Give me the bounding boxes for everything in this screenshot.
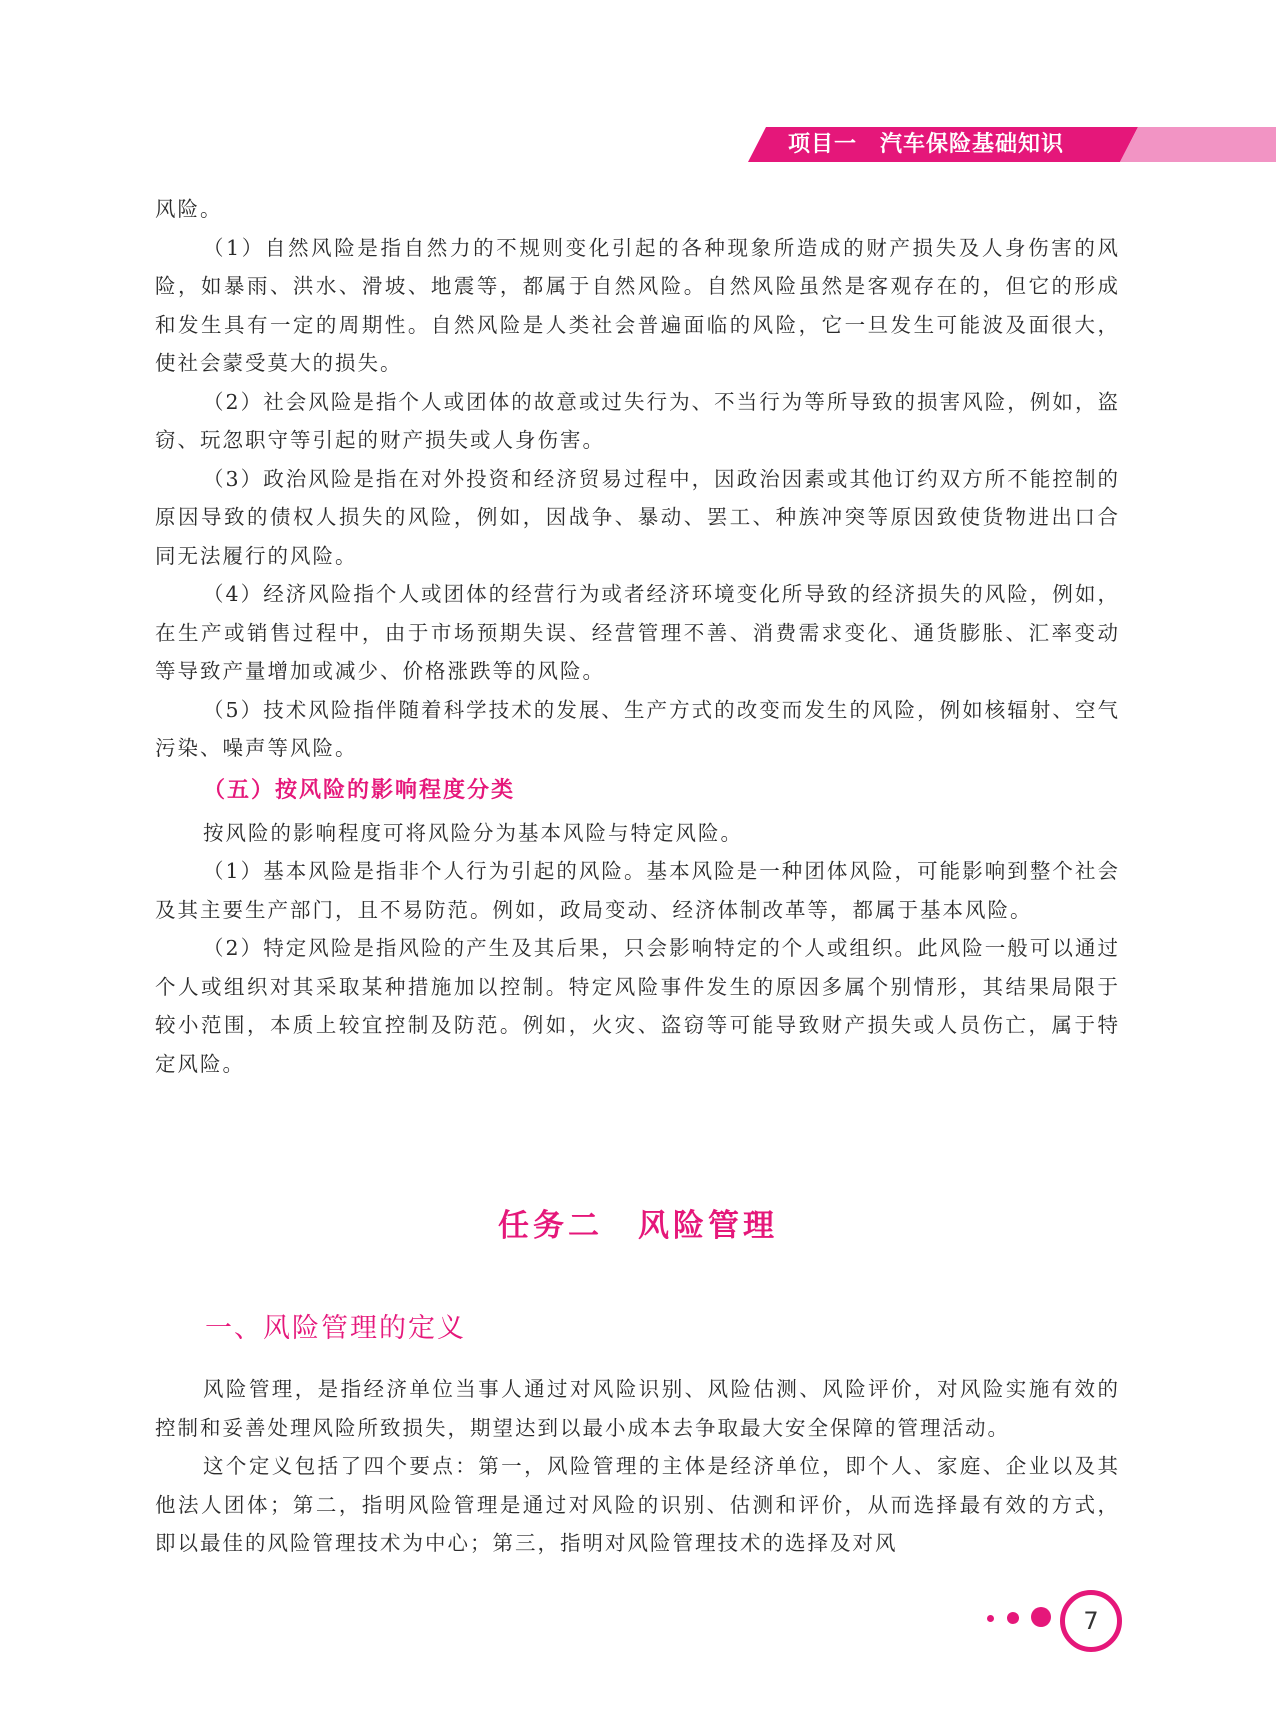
page-number: 7	[1060, 1590, 1122, 1652]
item-technical-risk: （5）技术风险指伴随着科学技术的发展、生产方式的改变而发生的风险，例如核辐射、空气污染、噪声等风险。	[155, 697, 1120, 760]
task-title: 任务二 风险管理	[498, 1208, 778, 1244]
decor-dot-small	[987, 1615, 994, 1622]
header-tail-band	[1120, 127, 1276, 162]
item-basic-risk: （1）基本风险是指非个人行为引起的风险。基本风险是一种团体风险，可能影响到整个社会及其主要生产部门，且不易防范。例如，政局变动、经济体制改革等，都属于基本风险。	[155, 859, 1120, 922]
decor-dot-medium	[1007, 1612, 1019, 1624]
item-specific-risk: （2）特定风险是指风险的产生及其后果，只会影响特定的个人或组织。此风险一般可以通过个人或组织对其采取某种措施加以控制。特定风险事件发生的原因多属个别情形，其结果局限于较小范围，本质上较宜控制及防范。例如，火灾、盗窃等可能导致财产损失或人员伤亡，属于特定风险。	[155, 936, 1120, 1076]
section-heading: 一、风险管理的定义	[205, 1313, 466, 1344]
item-natural-risk: （1）自然风险是指自然力的不规则变化引起的各种现象所造成的财产损失及人身伤害的风险，如暴雨、洪水、滑坡、地震等，都属于自然风险。自然风险虽然是客观存在的，但它的形成和发生具有一定的周期性。自然风险是人类社会普遍面临的风险，它一旦发生可能波及面很大，使社会蒙受莫大的损失。	[155, 235, 1120, 375]
header-title: 项目一 汽车保险基础知识	[788, 132, 1065, 157]
page-number-badge	[985, 1588, 1125, 1658]
key-points-paragraph: 这个定义包括了四个要点：第一，风险管理的主体是经济单位，即个人、家庭、企业以及其他法人团体；第二，指明风险管理是通过对风险的识别、估测和评价，从而选择最有效的方式，即以最佳的风险管理技术为中心；第三，指明对风险管理技术的选择及对风	[155, 1454, 1120, 1555]
item-social-risk: （2）社会风险是指个人或团体的故意或过失行为、不当行为等所导致的损害风险，例如，盗窃、玩忽职守等引起的财产损失或人身伤害。	[155, 389, 1120, 452]
subsection-intro: 按风险的影响程度可将风险分为基本风险与特定风险。	[203, 820, 743, 845]
continued-paragraph: 风险。	[155, 197, 223, 221]
body-text-top	[155, 190, 1120, 1083]
subsection-heading: （五）按风险的影响程度分类	[203, 776, 516, 803]
running-header	[748, 127, 1276, 162]
decor-dot-large	[1031, 1607, 1051, 1627]
body-text-bottom	[155, 1370, 1120, 1563]
item-economic-risk: （4）经济风险指个人或团体的经营行为或者经济环境变化所导致的经济损失的风险，例如，在生产或销售过程中，由于市场预期失误、经营管理不善、消费需求变化、通货膨胀、汇率变动等导致产量增加或减少、价格涨跌等的风险。	[155, 582, 1120, 683]
definition-paragraph: 风险管理，是指经济单位当事人通过对风险识别、风险估测、风险评价，对风险实施有效的控制和妥善处理风险所致损失，期望达到以最小成本去争取最大安全保障的管理活动。	[155, 1377, 1120, 1440]
item-political-risk: （3）政治风险是指在对外投资和经济贸易过程中，因政治因素或其他订约双方所不能控制的原因导致的债权人损失的风险，例如，因战争、暴动、罢工、种族冲突等原因致使货物进出口合同无法履行的风险。	[155, 466, 1120, 568]
